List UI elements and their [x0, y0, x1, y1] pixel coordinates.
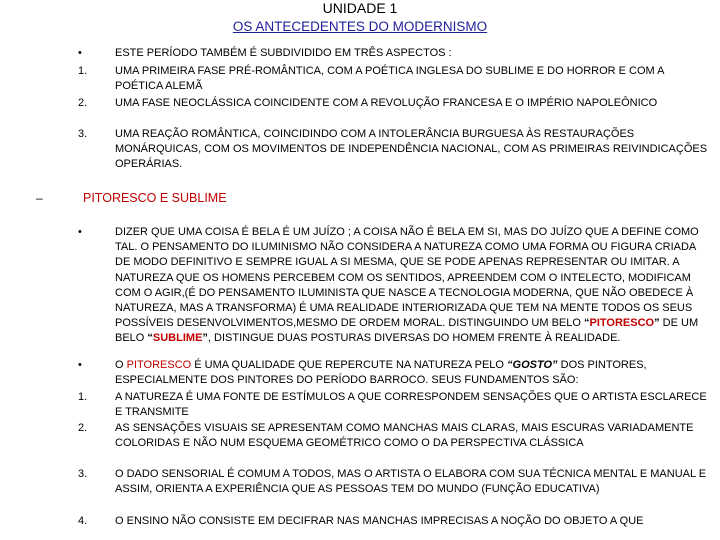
- quote-mark: ”: [654, 317, 660, 330]
- list-number: 4.: [78, 515, 88, 527]
- quote-mark: “: [584, 317, 590, 330]
- bullet-marker: •: [78, 226, 82, 238]
- bullet-marker: •: [78, 47, 82, 59]
- list-item: AS SENSAÇÕES VISUAIS SE APRESENTAM COMO MANCHAS MAIS CLARAS, MAIS ESCURAS VARIADAMENTE COLORIDAS E NÃO NUM ESQUEMA GEOMÉTRICO COMO O DA PERSPECTIVA CLÁSSICA: [115, 422, 694, 450]
- paragraph-pitoresco: [115, 358, 710, 388]
- term-pitoresco: PITORESCO: [126, 359, 192, 371]
- slide-title: UNIDADE 1: [322, 0, 398, 16]
- list-number: 1.: [78, 391, 88, 403]
- list-number: 2.: [78, 422, 88, 434]
- quote-mark: “: [147, 332, 153, 345]
- slide-subtitle: OS ANTECEDENTES DO MODERNISMO: [232, 19, 488, 34]
- list-item: A NATUREZA É UMA FONTE DE ESTÍMULOS A QUE CORRESPONDEM SENSAÇÕES QUE O ARTISTA ESCLARECE E TRANSMITE: [115, 391, 707, 419]
- list-number: 2.: [78, 97, 88, 109]
- list-number: 3.: [78, 128, 88, 140]
- quote-mark: ”: [202, 332, 208, 345]
- paragraph-text: DOS PINTORES, ESPECIALMENTE DOS PINTORES DO PERÍODO BARROCO. SEUS FUNDAMENTOS SÃO:: [115, 359, 647, 387]
- term-pitoresco: PITORESCO: [589, 317, 655, 330]
- term-sublime: SUBLIME: [152, 332, 203, 345]
- list-item: O ENSINO NÃO CONSISTE EM DECIFRAR NAS MANCHAS IMPRECISAS A NOÇÃO DO OBJETO A QUE: [115, 515, 644, 527]
- paragraph-pitoresco-sublime: [115, 225, 710, 347]
- term-gosto: “GOSTO”: [507, 359, 558, 371]
- section-dash: –: [36, 191, 43, 205]
- intro-text: ESTE PERÍODO TAMBÉM É SUBDIVIDIDO EM TRÊS ASPECTOS :: [115, 47, 452, 59]
- bullet-marker: •: [78, 359, 82, 371]
- list-item: O DADO SENSORIAL É COMUM A TODOS, MAS O ARTISTA O ELABORA COM SUA TÉCNICA MENTAL E MANUAL E ASSIM, ORIENTA A EXPERIÊNCIA QUE AS PESSOAS TEM DO MUNDO (FUNÇÃO EDUCATIVA): [115, 468, 707, 496]
- list-item: UMA FASE NEOCLÁSSICA COINCIDENTE COM A REVOLUÇÃO FRANCESA E O IMPÉRIO NAPOLEÔNICO: [115, 97, 658, 109]
- paragraph-text: , DISTINGUE DUAS POSTURAS DIVERSAS DO HOMEM FRENTE À REALIDADE.: [207, 332, 621, 345]
- paragraph-text: É UMA QUALIDADE QUE REPERCUTE NA NATUREZA PELO: [191, 359, 508, 371]
- paragraph-text: DIZER QUE UMA COISA É BELA É UM JUÍZO ; A COISA NÃO É BELA EM SI, MAS DO JUÍZO QUE A DEFINE COMO TAL. O PENSAMENTO DO ILUMINISMO NÃO CONSIDERA A NATUREZA COMO UMA FORMA OU FIGURA CRIADA DE MODO DEFINITIVO E SEMPRE IGUAL A SI MESMA, QUE SE PODE APENAS REPRESENTAR OU IMITAR. A NATUREZA QUE OS HOMENS PERCEBEM COM OS SENTIDOS, APREENDEM COM O INTELECTO, MODIFICAM COM O AGIR,(É DO PENSAMENTO ILUMINISTA QUE NASCE A TECNOLOGIA MODERNA, QUE NÃO OBEDECE À NATUREZA, MAS A TRANSFORMA) É UMA REALIDADE INTERIORIZADA QUE TEM NA MENTE TODOS OS SEUS POSSÍVEIS DESENVOLVIMENTOS,MESMO DE ORDEM MORAL. DISTINGUINDO UM BELO: [115, 226, 699, 330]
- section-title: PITORESCO E SUBLIME: [83, 191, 227, 205]
- list-number: 1.: [78, 65, 88, 77]
- list-item: UMA PRIMEIRA FASE PRÉ-ROMÂNTICA, COM A POÉTICA INGLESA DO SUBLIME E DO HORROR E COM A POÉTICA ALEMÃ: [115, 65, 664, 93]
- list-number: 3.: [78, 468, 88, 480]
- paragraph-text: O: [115, 359, 127, 371]
- list-item: UMA REAÇÃO ROMÂNTICA, COINCIDINDO COM A INTOLERÂNCIA BURGUESA ÀS RESTAURAÇÕES MONÁRQUICAS, COM OS MOVIMENTOS DE INDEPENDÊNCIA NACIONAL, COM AS PRIMEIRAS REIVINDICAÇÕES OPERÁRIAS.: [115, 128, 708, 171]
- paragraph-text: DE UM BELO: [115, 317, 699, 345]
